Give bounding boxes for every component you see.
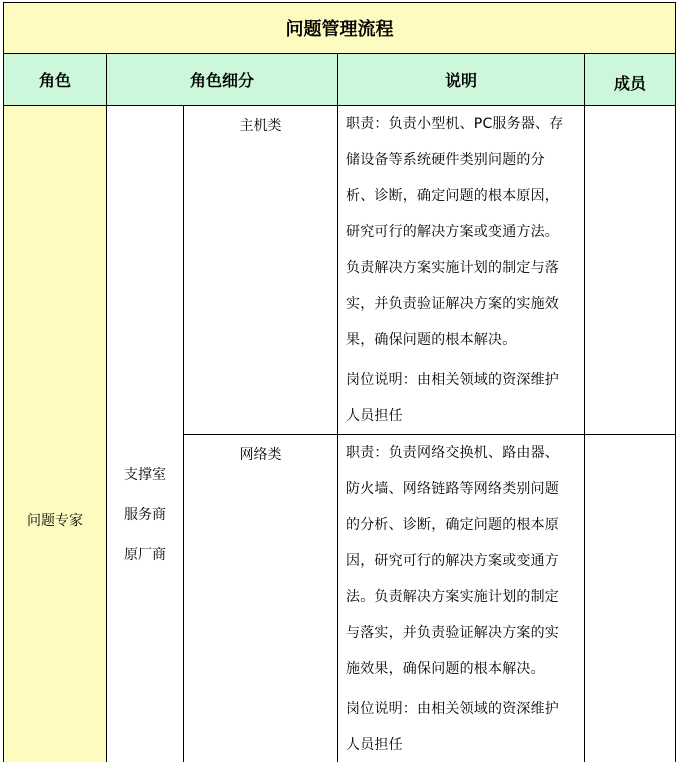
post-line: 人员担任 (346, 737, 403, 753)
table-title: 问题管理流程 (4, 3, 676, 54)
post-line: 人员担任 (346, 408, 403, 424)
sub-role-item: 原厂商 (124, 546, 166, 563)
description-cell (338, 435, 585, 762)
duty-line: 施效果，确保问题的根本解决。 (346, 661, 545, 677)
sub-role-item: 服务商 (124, 506, 166, 523)
problem-management-table (3, 2, 676, 762)
title-row (4, 3, 676, 54)
table-row (4, 106, 676, 435)
duty-line: 的分析、诊断，确定问题的根本原 (346, 517, 559, 533)
header-role-detail: 角色细分 (107, 54, 338, 106)
members-cell (585, 435, 676, 762)
header-role: 角色 (4, 54, 107, 106)
post-line: 岗位说明：由相关领域的资深维护 (346, 701, 559, 717)
duty-line: 职责：负责小型机、PC服务器、存 (346, 116, 564, 132)
header-row (4, 54, 676, 106)
duty-line: 实，并负责验证解决方案的实施效 (346, 296, 559, 312)
duty-line: 职责：负责网络交换机、路由器、 (346, 445, 559, 461)
duty-line: 储设备等系统硬件类别问题的分 (346, 152, 545, 168)
duty-line: 负责解决方案实施计划的制定与落 (346, 260, 559, 276)
category-cell: 网络类 (184, 435, 338, 762)
header-description: 说明 (338, 54, 585, 106)
duty-line: 与落实，并负责验证解决方案的实 (346, 625, 559, 641)
description-cell (338, 106, 585, 435)
category-cell: 主机类 (184, 106, 338, 435)
post-line: 岗位说明：由相关领域的资深维护 (346, 372, 559, 388)
duty-line: 因，研究可行的解决方案或变通方 (346, 553, 559, 569)
header-members: 成员 (585, 54, 676, 106)
sub-role-item: 支撑室 (124, 466, 166, 483)
duty-line: 析、诊断，确定问题的根本原因， (346, 188, 559, 204)
role-cell: 问题专家 (4, 106, 107, 762)
duty-line: 研究可行的解决方案或变通方法。 (346, 224, 559, 240)
duty-line: 防火墙、网络链路等网络类别问题 (346, 481, 559, 497)
duty-line: 法。负责解决方案实施计划的制定 (346, 589, 559, 605)
members-cell (585, 106, 676, 435)
sub-role-cell (107, 106, 184, 762)
duty-line: 果，确保问题的根本解决。 (346, 332, 517, 348)
